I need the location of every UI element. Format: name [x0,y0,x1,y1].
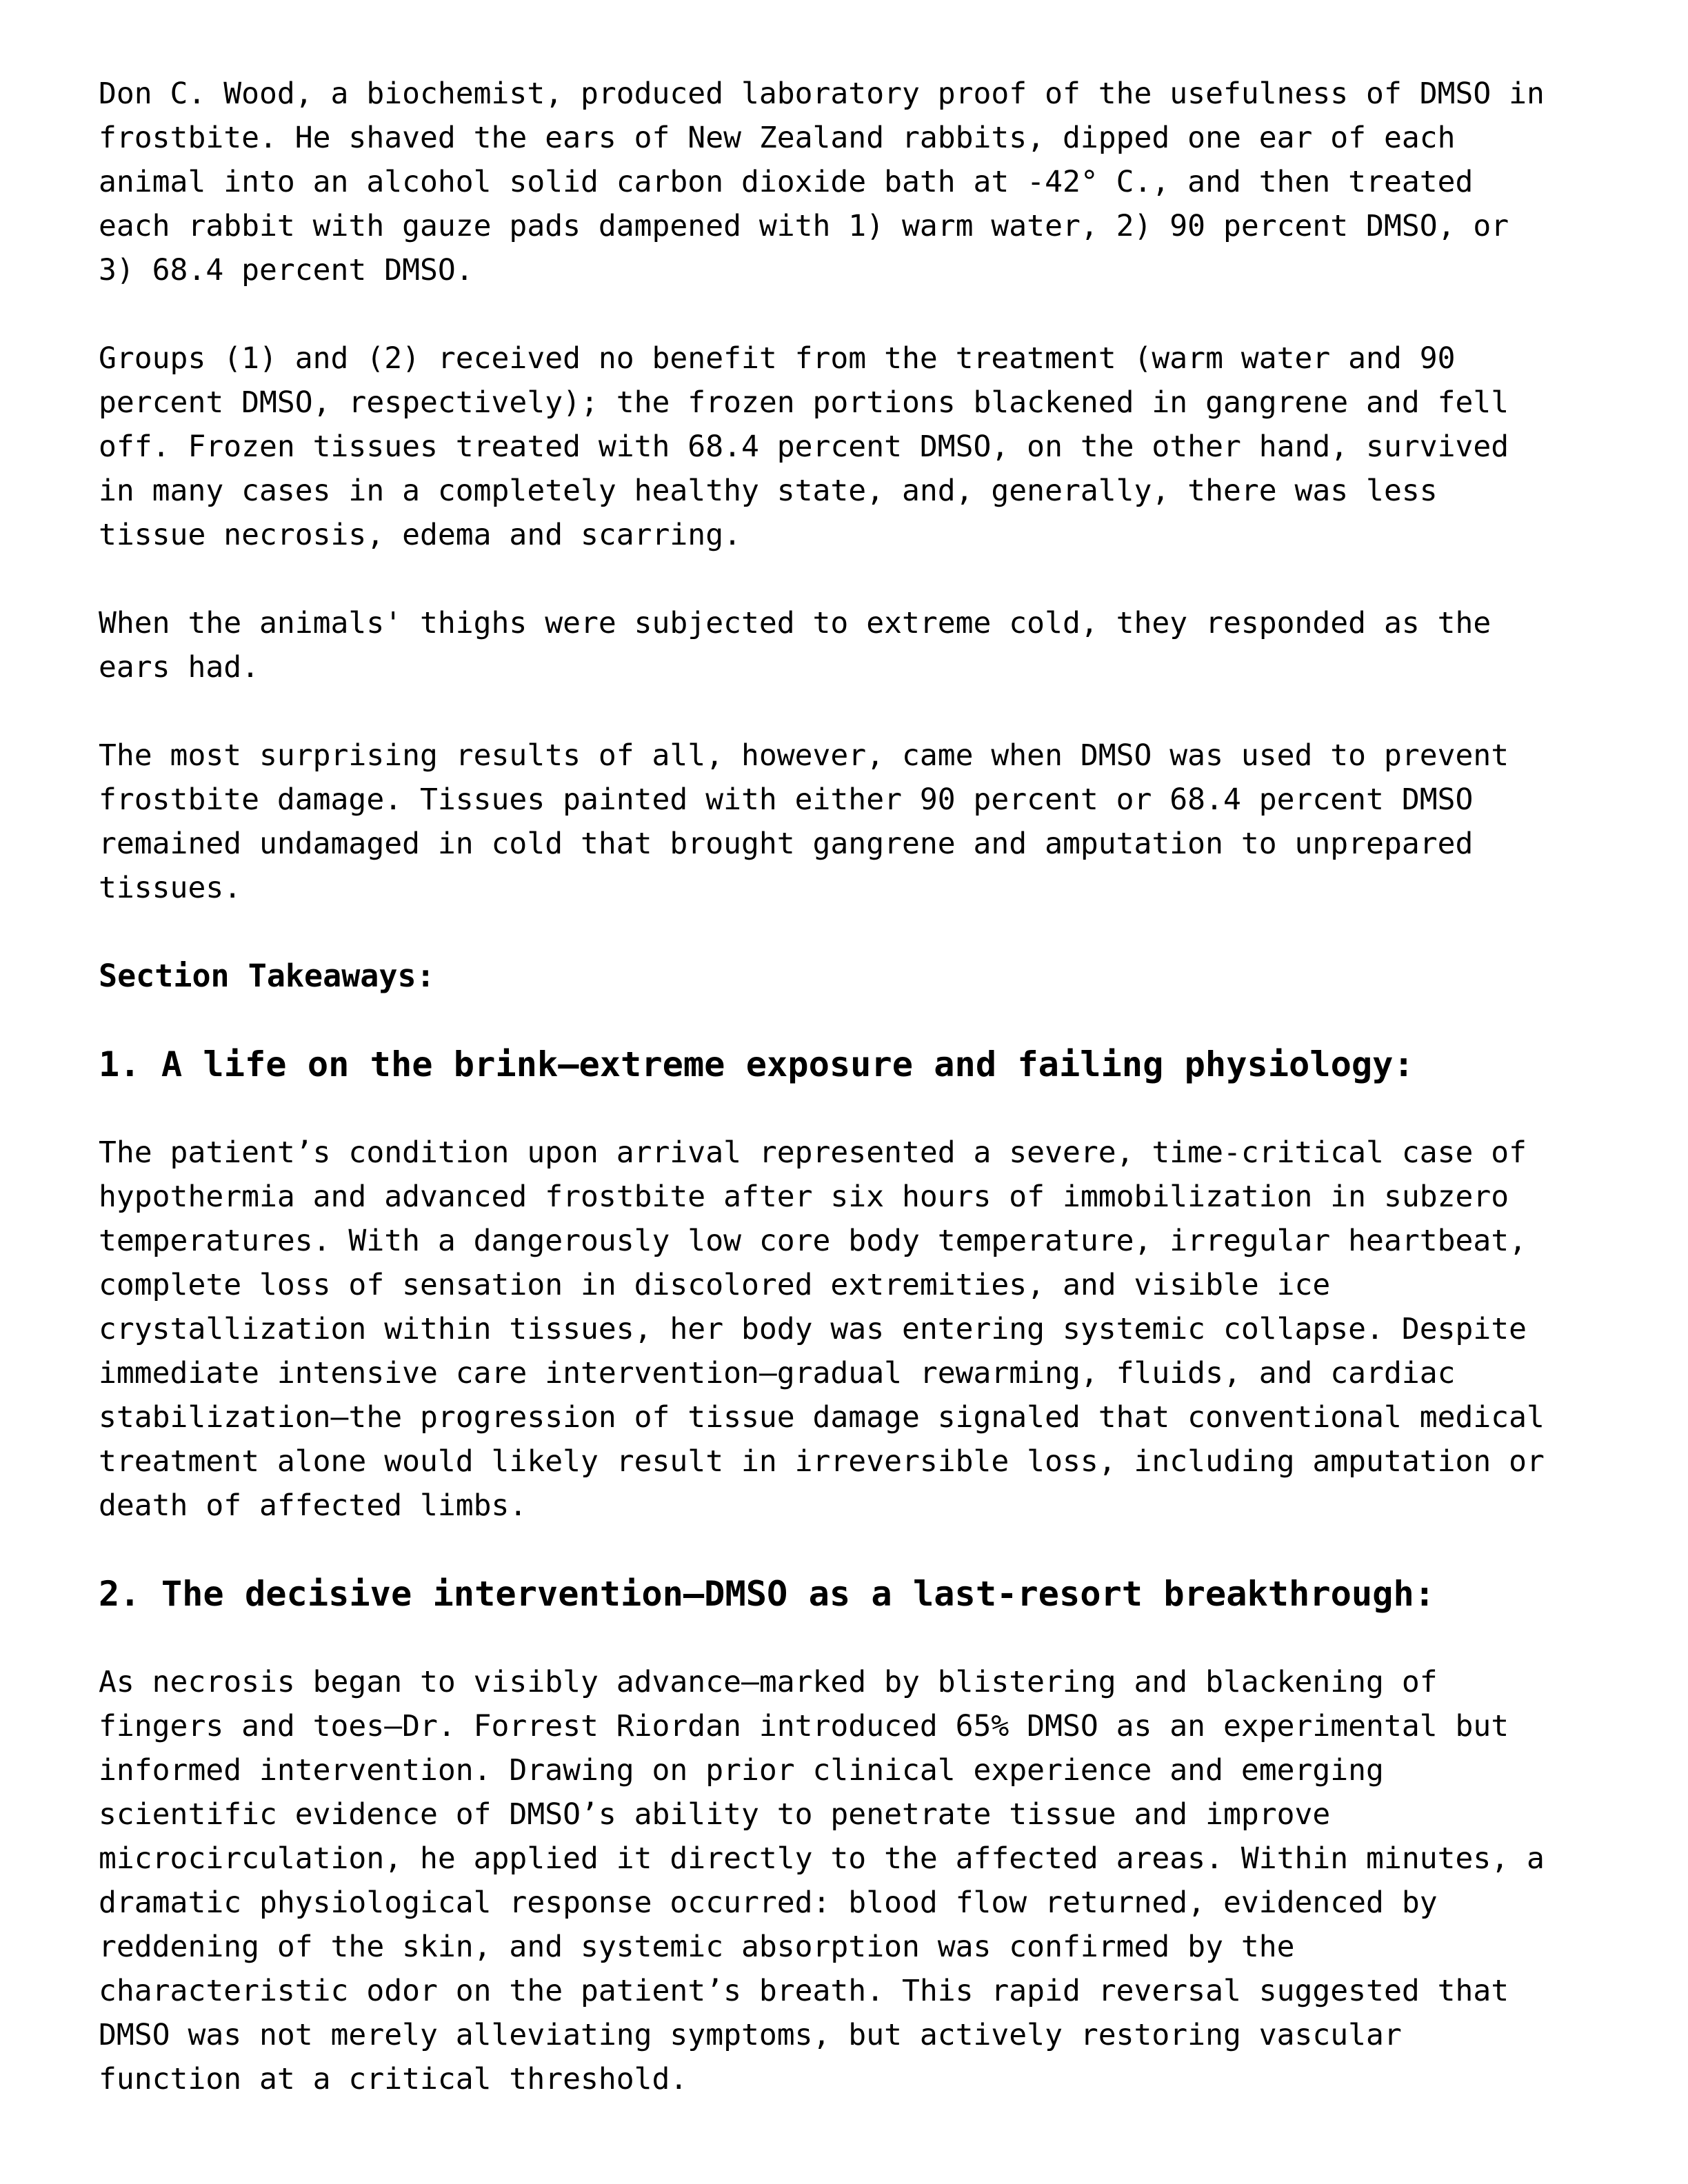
takeaway-2-body: As necrosis began to visibly advance—marked by blistering and blackening of fingers and toes—Dr. Forrest Riordan introduced 65% DMSO as an experimental but informed intervention. Drawing on prior clinical experience and emerging scientific evidence of DMSO’s ability to penetrate tissue and improve microcirculation, he applied it directly to the affected areas. Within minutes, a dramatic physiological response occurred: blood flow returned, evidenced by reddening of the skin, and systemic absorption was confirmed by the characteristic odor on the patient’s breath. This rapid reversal suggested that DMSO was not merely alleviating symptoms, but actively restoring vascular function at a critical threshold. [99,1665,1545,2096]
paragraph-thighs: When the animals' thighs were subjected to extreme cold, they responded as the ears had. [99,606,1491,685]
paragraph-wood-experiment: Don C. Wood, a biochemist, produced laboratory proof of the usefulness of DMSO in frostbite. He shaved the ears of New Zealand rabbits, dipped one ear of each animal into an alcohol solid carbon dioxide bath at -42° C., and then treated each rabbit with gauze pads dampened with 1) warm water, 2) 90 percent DMSO, or 3) 68.4 percent DMSO. [99,77,1545,287]
takeaway-1-body: The patient’s condition upon arrival represented a severe, time-critical case of hypothermia and advanced frostbite after six hours of immobilization in subzero temperatures. With a dangerously low core body temperature, irregular heartbeat, complete loss of sensation in discolored extremities, and visible ice crystallization within tissues, her body was entering systemic collapse. Despite immediate intensive care intervention—gradual rewarming, fluids, and cardiac stabilization—the progression of tissue damage signaled that conventional medical treatment alone would likely result in irreversible loss, including amputation or death of affected limbs. [99,1135,1545,1523]
takeaway-1-heading: 1. A life on the brink—extreme exposure and failing physiology: [99,1044,1414,1084]
paragraph-prevention: The most surprising results of all, however, came when DMSO was used to prevent frostbite damage. Tissues painted with either 90 percent or 68.4 percent DMSO remained undamaged in cold that brought gangrene and amputation to unprepared tissues. [99,738,1509,905]
takeaway-2-heading: 2. The decisive intervention—DMSO as a last-resort breakthrough: [99,1573,1436,1614]
section-takeaways-heading: Section Takeaways: [99,958,435,994]
paragraph-group-results: Groups (1) and (2) received no benefit from the treatment (warm water and 90 percent DMSO, respectively); the frozen portions blackened in gangrene and fell off. Frozen tissues treated with 68.4 percent DMSO, on the other hand, survived in many cases in a completely healthy state, and, generally, there was less tissue necrosis, edema and scarring. [99,341,1509,552]
document-page [99,72,1616,2145]
